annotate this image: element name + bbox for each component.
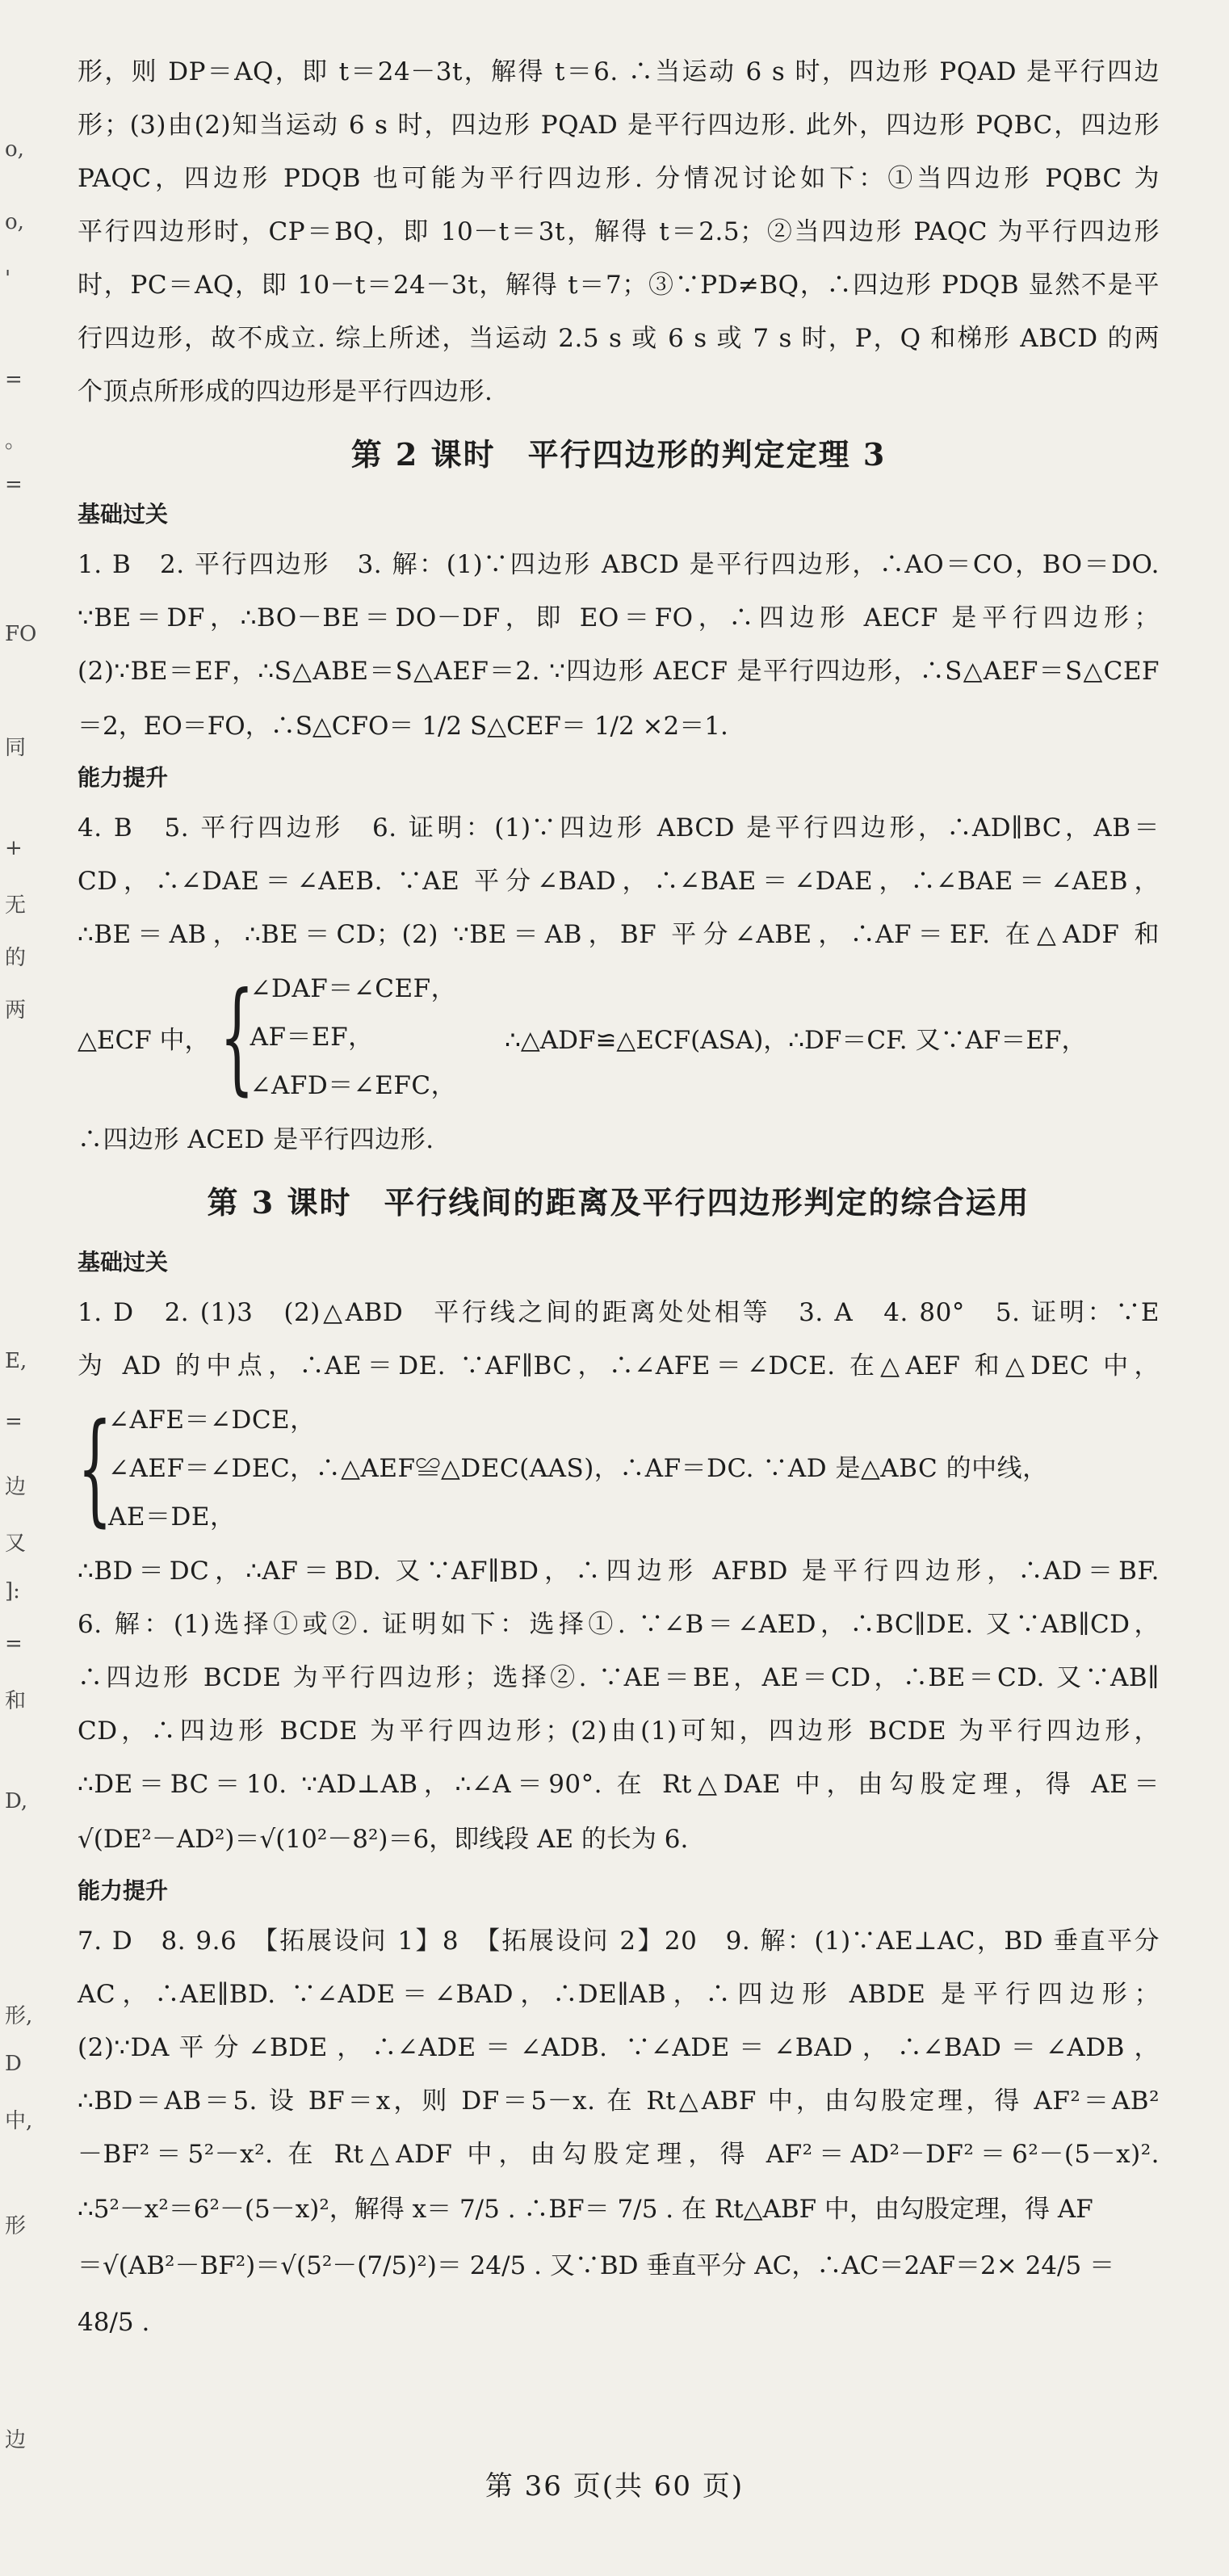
text-line: 6. 解：(1)选择①或②. 证明如下：选择①. ∵∠B＝∠AED，∴BC∥DE. 又∵AB∥CD， (78, 1610, 1160, 1639)
text-line: (2)∵DA平分∠BDE，∴∠ADE＝∠ADB. ∵∠ADE＝∠BAD，∴∠BAD＝∠ADB， (78, 2033, 1160, 2062)
margin-char: 无 (5, 893, 27, 918)
text-line: √(DE²－AD²)＝√(10²－8²)＝6，即线段 AE 的长为 6. (78, 1825, 689, 1854)
margin-char: ' (5, 267, 11, 291)
margin-char: 和 (5, 1689, 27, 1713)
condition-line: AF＝EF， (250, 1023, 374, 1052)
lesson-2-advanced-answers (78, 801, 1160, 1166)
condition-line: ∠AEF＝∠DEC，∴△AEF≌△DEC(AAS)，∴AF＝DC. ∵AD 是△ABC 的中线， (108, 1454, 1048, 1483)
equation-system (78, 964, 1160, 1110)
margin-char: 边 (5, 2428, 27, 2452)
margin-char: FO (5, 622, 37, 646)
margin-char: = (5, 1410, 23, 1434)
margin-char: 边 (5, 1475, 27, 1499)
text-line: 形，则 DP＝AQ，即 t＝24－3t，解得 t＝6. ∴当运动 6 s 时，四边形 PQAD 是平行四边 (78, 57, 1160, 86)
left-brace-icon: { (219, 967, 254, 1107)
margin-char: 形, (5, 2004, 33, 2028)
text-line: 4. B 5. 平行四边形 6. 证明：(1)∵四边形 ABCD 是平行四边形，∴AD∥BC，AB＝ (78, 813, 1160, 843)
brace-conditions (250, 964, 457, 1110)
text-line: CD，∴∠DAE＝∠AEB. ∵AE 平分∠BAD，∴∠BAE＝∠DAE，∴∠BAE＝∠AEB， (78, 867, 1160, 896)
text-line: PAQC，四边形 PDQB 也可能为平行四边形. 分情况讨论如下：①当四边形 PQBC 为 (78, 164, 1160, 193)
text-line: ∴BD＝DC，∴AF＝BD. 又∵AF∥BD，∴四边形 AFBD 是平行四边形，∴AD＝BF. (78, 1557, 1160, 1586)
margin-char: o, (5, 210, 24, 234)
page-number-footer: 第 36 页(共 60 页) (484, 2470, 745, 2502)
margin-char: = (5, 1632, 23, 1656)
left-brace-icon: { (78, 1398, 112, 1539)
condition-line: AE＝DE， (108, 1502, 236, 1532)
text-line: ＝√(AB²－BF²)＝√(5²－(7/5)²)＝ 24/5 . 又∵BD 垂直平分 AC，∴AC＝2AF＝2× 24/5 ＝ (78, 2251, 1115, 2280)
margin-char: E, (5, 1349, 27, 1373)
lesson-3-basic-heading: 基础过关 (78, 1249, 169, 1275)
text-line: 48/5 . (78, 2308, 150, 2337)
margin-char: o, (5, 137, 24, 162)
lesson-2-basic-answers (78, 538, 1160, 754)
margin-char: 两 (5, 998, 27, 1023)
margin-char: 的 (5, 946, 27, 970)
lesson-3-advanced-heading: 能力提升 (78, 1877, 169, 1904)
text-line: 形；(3)由(2)知当运动 6 s 时，四边形 PQAD 是平行四边形. 此外，四边形 PQBC，四边形 (78, 111, 1160, 140)
brace-conditions (108, 1396, 1048, 1541)
margin-char: D, (5, 1789, 28, 1813)
text-line: ∴四边形 ACED 是平行四边形. (78, 1125, 434, 1154)
lesson-3-basic-answers (78, 1286, 1160, 1868)
text-line: ＝2，EO＝FO，∴S△CFO＝ 1/2 S△CEF＝ 1/2 ×2＝1. (78, 712, 728, 741)
text-line: 时，PC＝AQ，即 10－t＝24－3t，解得 t＝7；③∵PD≠BQ，∴四边形 PDQB 显然不是平 (78, 271, 1160, 300)
margin-char: + (5, 836, 23, 860)
text-line: 为 AD 的中点，∴AE＝DE. ∵AF∥BC，∴∠AFE＝∠DCE. 在△AEF 和△DEC 中， (78, 1351, 1160, 1380)
lesson-2-basic-heading: 基础过关 (78, 501, 169, 527)
lesson-3-title: 第 3 课时 平行线间的距离及平行四边形判定的综合运用 (207, 1184, 1030, 1221)
lesson-2-advanced-heading: 能力提升 (78, 764, 169, 791)
continued-solution (78, 45, 1160, 418)
margin-char: D (5, 2052, 22, 2076)
condition-line: ∠DAF＝∠CEF， (250, 974, 457, 1003)
margin-char: ]: (5, 1579, 20, 1603)
brace-lead-text: △ECF 中， (78, 1025, 210, 1055)
condition-line: ∠AFE＝∠DCE， (108, 1406, 316, 1435)
page-content (78, 45, 1160, 2351)
margin-char: = (5, 473, 23, 497)
lesson-2-title: 第 2 课时 平行四边形的判定定理 3 (350, 436, 887, 473)
text-line: ∴四边形 BCDE 为平行四边形；选择②. ∵AE＝BE，AE＝CD，∴BE＝CD. 又∵AB∥ (78, 1663, 1160, 1692)
equation-system (78, 1396, 1160, 1541)
text-line: 1. B 2. 平行四边形 3. 解：(1)∵四边形 ABCD 是平行四边形，∴AO＝CO，BO＝DO. (78, 550, 1160, 579)
margin-char: 同 (5, 736, 27, 760)
margin-char: 。 (5, 429, 27, 453)
brace-conclusion: ∴△ADF≌△ECF(ASA)，∴DF＝CF. 又∵AF＝EF， (505, 1025, 1087, 1055)
left-margin-fragments (0, 0, 37, 2576)
text-line: (2)∵BE＝EF，∴S△ABE＝S△AEF＝2. ∵四边形 AECF 是平行四边形，∴S△AEF＝S△CEF (78, 657, 1160, 686)
text-line: ∴BD＝AB＝5. 设 BF＝x，则 DF＝5－x. 在 Rt△ABF 中，由勾股定理，得 AF²＝AB² (78, 2086, 1160, 2116)
margin-char: 又 (5, 1532, 27, 1556)
condition-line: ∠AFD＝∠EFC， (250, 1071, 457, 1100)
text-line: －BF²＝5²－x². 在 Rt△ADF 中，由勾股定理，得 AF²＝AD²－DF²＝6²－(5－x)². (78, 2140, 1160, 2169)
text-line: 个顶点所形成的四边形是平行四边形. (78, 377, 493, 406)
text-line: ∴DE＝BC＝10. ∵AD⊥AB，∴∠A＝90°. 在 Rt△DAE 中，由勾股定理，得 AE＝ (78, 1770, 1160, 1799)
margin-char: 形 (5, 2214, 27, 2238)
margin-char: 中, (5, 2109, 33, 2133)
text-line: ∴BE＝AB，∴BE＝CD；(2) ∵BE＝AB，BF 平分∠ABE，∴AF＝EF. 在△ADF 和 (78, 920, 1160, 949)
text-line: CD，∴四边形 BCDE 为平行四边形；(2)由(1)可知，四边形 BCDE 为平行四边形， (78, 1717, 1160, 1746)
text-line: ∵BE＝DF，∴BO－BE＝DO－DF，即 EO＝FO，∴四边形 AECF 是平行四边形； (78, 603, 1160, 632)
text-line: AC，∴AE∥BD. ∵∠ADE＝∠BAD，∴DE∥AB，∴四边形 ABDE 是平行四边形； (78, 1980, 1160, 2009)
text-line: 7. D 8. 9.6 【拓展设问 1】8 【拓展设问 2】20 9. 解：(1)∵AE⊥AC，BD 垂直平分 (78, 1927, 1160, 1956)
text-line: 1. D 2. (1)3 (2)△ABD 平行线之间的距离处处相等 3. A 4. 80° 5. 证明：∵E (78, 1298, 1160, 1327)
text-line: 平行四边形时，CP＝BQ，即 10－t＝3t，解得 t＝2.5；②当四边形 PAQC 为平行四边形 (78, 217, 1160, 246)
margin-char: = (5, 368, 23, 392)
text-line: 行四边形，故不成立. 综上所述，当运动 2.5 s 或 6 s 或 7 s 时，P，Q 和梯形 ABCD 的两 (78, 324, 1160, 353)
text-line: ∴5²－x²＝6²－(5－x)²，解得 x＝ 7/5 . ∴BF＝ 7/5 . 在 Rt△ABF 中，由勾股定理，得 AF (78, 2195, 1093, 2224)
lesson-3-advanced-answers (78, 1914, 1160, 2351)
